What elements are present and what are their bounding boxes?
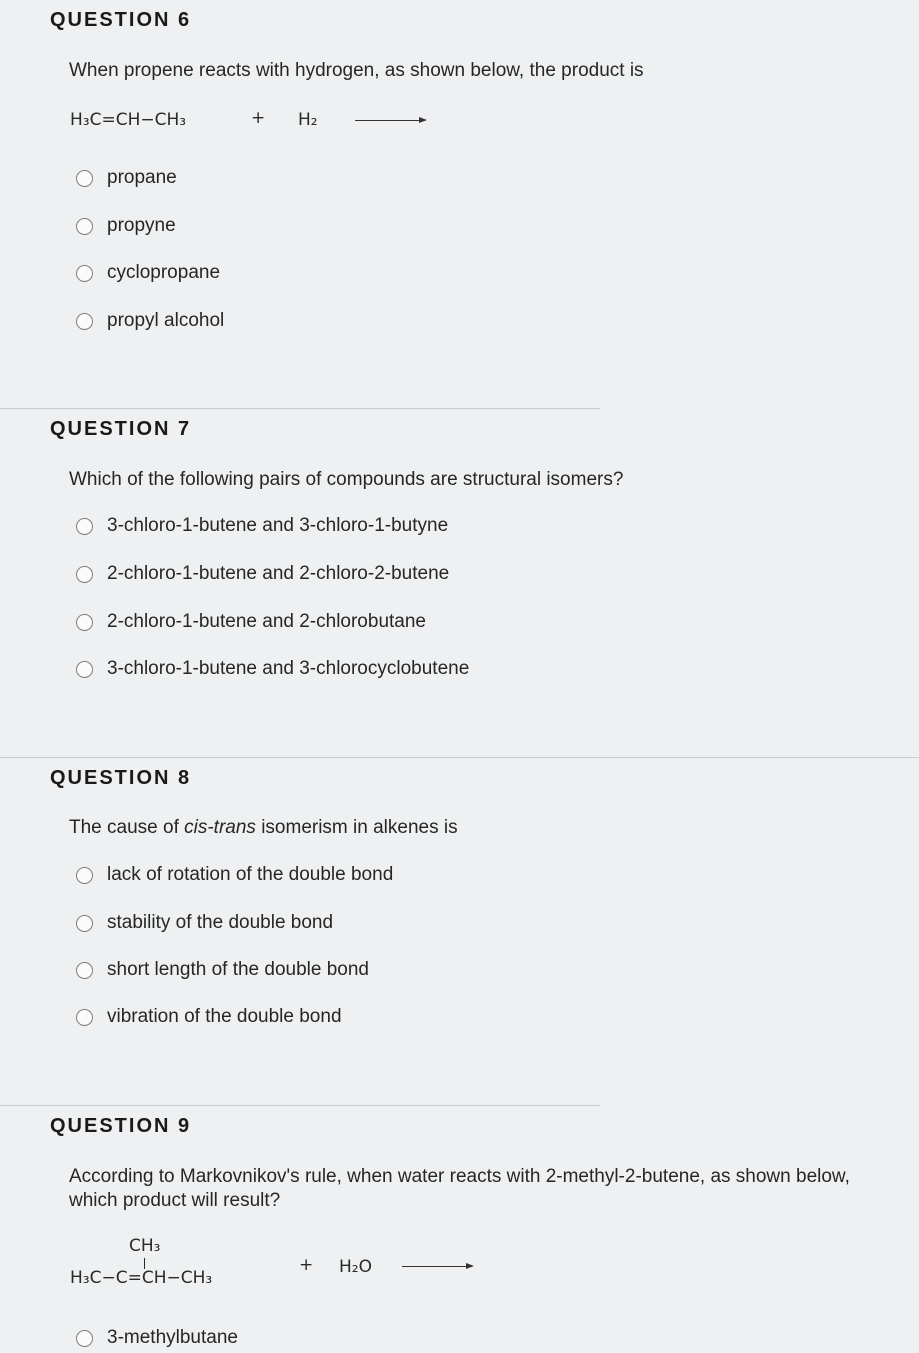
q8-option[interactable]	[76, 1006, 342, 1028]
question-6-prompt: When propene reacts with hydrogen, as shown below, the product is	[69, 60, 644, 81]
q6-option[interactable]	[76, 167, 177, 189]
radio-icon[interactable]	[76, 170, 93, 187]
reaction-arrow-icon	[355, 120, 425, 121]
radio-icon[interactable]	[76, 867, 93, 884]
radio-icon[interactable]	[76, 265, 93, 282]
q6-option[interactable]	[76, 310, 224, 332]
prompt-text-italic: cis-trans	[184, 817, 256, 838]
question-6-title: QUESTION 6	[50, 9, 192, 31]
option-label: propane	[107, 167, 177, 188]
option-label: propyne	[107, 215, 176, 236]
option-label: stability of the double bond	[107, 912, 334, 933]
question-9-plus: +	[299, 1255, 314, 1275]
q6-option[interactable]	[76, 215, 176, 237]
option-label: 2-chloro-1-butene and 2-chloro-2-butene	[107, 563, 450, 584]
question-8-title: QUESTION 8	[50, 767, 192, 789]
q7-option[interactable]	[76, 611, 426, 633]
question-9-prompt: According to Markovnikov's rule, when water reacts with 2-methyl-2-butene, as shown below, which product will result?	[69, 1166, 850, 1211]
question-8-prompt	[69, 816, 458, 840]
q8-option[interactable]	[76, 912, 333, 934]
question-7-title: QUESTION 7	[50, 418, 192, 440]
question-9-reactant: H₃C−C=CH−CH₃	[70, 1268, 213, 1288]
q9-option[interactable]	[76, 1327, 238, 1349]
radio-icon[interactable]	[76, 1330, 93, 1347]
q7-option[interactable]	[76, 563, 449, 585]
question-6-plus: +	[251, 108, 266, 128]
question-7-prompt: Which of the following pairs of compounds are structural isomers?	[69, 469, 624, 490]
q7-option[interactable]	[76, 658, 469, 680]
question-6-reagent: H₂	[298, 110, 318, 130]
radio-icon[interactable]	[76, 962, 93, 979]
option-label: vibration of the double bond	[107, 1006, 342, 1027]
reaction-arrow-icon	[402, 1266, 472, 1267]
radio-icon[interactable]	[76, 661, 93, 678]
option-label: 3-chloro-1-butene and 3-chloro-1-butyne	[107, 515, 449, 536]
q8-option[interactable]	[76, 959, 369, 981]
q7-option[interactable]	[76, 515, 448, 537]
option-label: lack of rotation of the double bond	[107, 864, 394, 885]
option-label: 3-chloro-1-butene and 3-chlorocyclobutene	[107, 658, 470, 679]
section-divider	[0, 757, 919, 758]
radio-icon[interactable]	[76, 313, 93, 330]
option-label: cyclopropane	[107, 262, 221, 283]
question-9-title: QUESTION 9	[50, 1115, 192, 1137]
option-label: 3-methylbutane	[107, 1327, 238, 1348]
option-label: propyl alcohol	[107, 310, 225, 331]
question-9-methyl-branch: CH₃	[129, 1236, 161, 1256]
radio-icon[interactable]	[76, 1009, 93, 1026]
option-label: short length of the double bond	[107, 959, 369, 980]
question-9-reagent: H₂O	[339, 1257, 372, 1277]
prompt-text-post: isomerism in alkenes is	[255, 817, 458, 838]
radio-icon[interactable]	[76, 518, 93, 535]
section-divider	[0, 408, 600, 409]
option-label: 2-chloro-1-butene and 2-chlorobutane	[107, 611, 426, 632]
question-6-reactant: H₃C=CH−CH₃	[70, 110, 187, 130]
radio-icon[interactable]	[76, 614, 93, 631]
radio-icon[interactable]	[76, 915, 93, 932]
q6-option[interactable]	[76, 262, 220, 284]
radio-icon[interactable]	[76, 218, 93, 235]
prompt-text-pre: The cause of	[69, 817, 185, 838]
radio-icon[interactable]	[76, 566, 93, 583]
section-divider	[0, 1105, 600, 1106]
q8-option[interactable]	[76, 864, 393, 886]
